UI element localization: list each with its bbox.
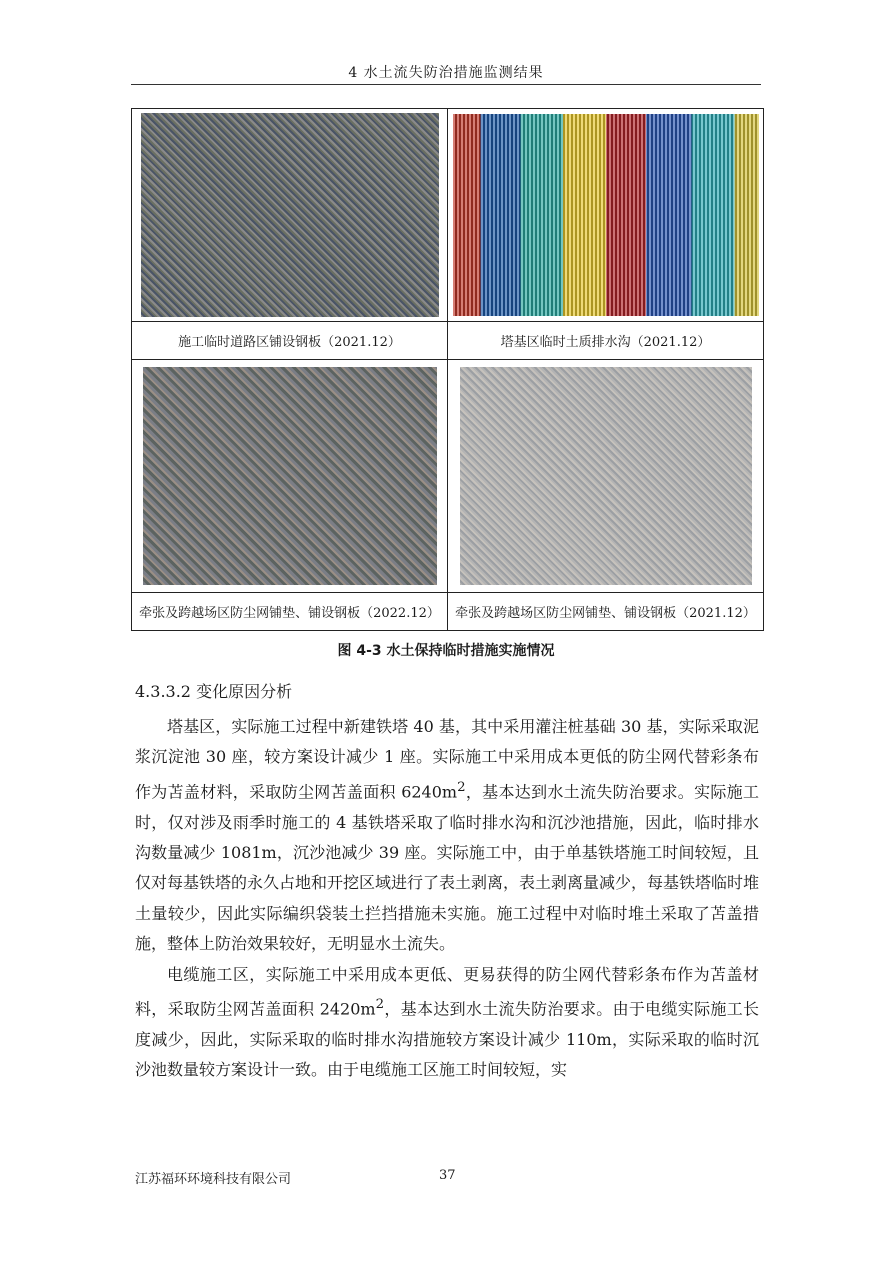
photo-caption: 牵张及跨越场区防尘网铺垫、铺设钢板（2021.12） [448,593,764,631]
footer-company: 江苏福环环境科技有限公司 [135,1172,292,1187]
page-number: 37 [439,1168,456,1183]
photo-cell [132,109,448,322]
body-text [135,712,759,1086]
paragraph-text: 电缆施工区，实际施工中采用成本更低、更易获得的防尘网代替彩条布作为苫盖材料，采取防尘网苫盖面积 2420m [135,964,759,1019]
photo-tension-site-dust-net-2021 [460,367,752,585]
photo-caption: 塔基区临时土质排水沟（2021.12） [448,322,764,360]
superscript: 2 [457,779,466,795]
paragraph-text: ，基本达到水土流失防治要求。由于电缆实际施工长度减少，因此，实际采取的临时排水沟措施较方案设计减少 110m，实际采取的临时沉沙池数量较方案设计一致。由于电缆施工区施工时间较短，实 [135,999,759,1080]
photo-cell [448,109,764,322]
photo-caption: 施工临时道路区铺设钢板（2021.12） [132,322,448,360]
section-heading: 4.3.3.2 变化原因分析 [135,682,293,701]
paragraph-cable-area [135,960,759,1086]
paragraph-text: 塔基区，实际施工过程中新建铁塔 40 基，其中采用灌注桩基础 30 基，实际采取泥浆沉淀池 30 座，较方案设计减少 1 座。实际施工中采用成本更低的防尘网代替彩条布作为苫盖材料，采取防尘网苫盖面积 6240m [135,717,759,802]
photo-temporary-road-steel-plates [141,113,439,317]
running-header: 4 水土流失防治措施监测结果 [348,65,544,81]
paragraph-text: ，基本达到水土流失防治要求。实际施工时，仅对涉及雨季时施工的 4 基铁塔采取了临时排水沟和沉沙池措施，因此，临时排水沟数量减少 1081m，沉沙池减少 39 座。实际施工中，由于单基铁塔施工时间较短，且仅对每基铁塔的永久占地和开挖区域进行了表土剥离，表土剥离量减少，每基铁塔临时堆土量较少，因此实际编织袋装土拦挡措施未实施。施工过程中对临时堆土采取了苫盖措施，整体上防治效果较好，无明显水土流失。 [135,782,760,954]
photo-tension-site-dust-net-2022 [143,367,437,585]
paragraph-tower-area [135,712,759,960]
superscript: 2 [375,996,385,1012]
header-rule [131,84,761,85]
photo-tower-drainage-ditch [453,114,759,316]
photo-cell [132,360,448,593]
photo-cell [448,360,764,593]
photo-caption: 牵张及跨越场区防尘网铺垫、铺设钢板（2022.12） [132,593,448,631]
figure-caption: 图 4-3 水土保持临时措施实施情况 [337,643,555,659]
photo-grid [131,108,764,631]
